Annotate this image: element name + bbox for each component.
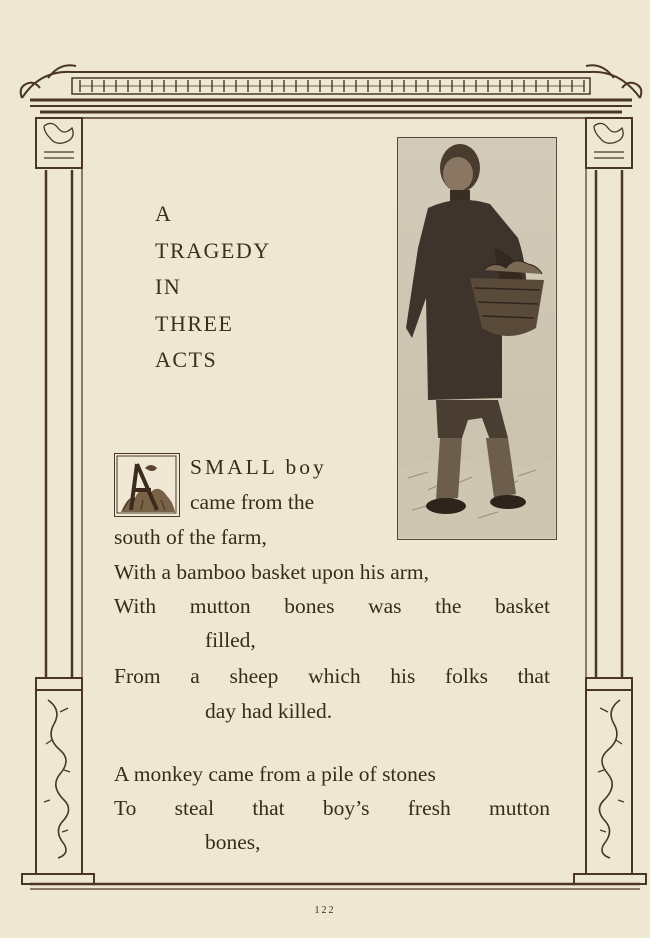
poem-word: basket <box>495 594 550 618</box>
poem-word: steal <box>174 796 215 820</box>
poem-line-7 <box>114 664 550 689</box>
title-line-5: ACTS <box>155 347 218 372</box>
roof-pattern <box>80 80 584 92</box>
poem-word: With <box>114 594 157 618</box>
poem-line-4: With a bamboo basket upon his arm, <box>114 560 430 584</box>
poem-word: that <box>517 664 550 688</box>
poem-word: which <box>308 664 361 688</box>
poem-line-8: day had killed. <box>205 699 333 723</box>
poem-line-1: SMALL boy <box>190 455 327 479</box>
drop-cap-illustration <box>115 454 178 515</box>
poem-word: sheep <box>229 664 279 688</box>
poem-line-10 <box>114 796 550 821</box>
title-line-4: THREE <box>155 310 234 336</box>
poem-word: the <box>435 594 462 618</box>
poem-line-2: came from the <box>190 490 315 514</box>
poem-word: From <box>114 664 161 688</box>
boy-photo <box>397 137 557 540</box>
poem-line-3: south of the farm, <box>114 525 267 549</box>
poem-word: was <box>368 594 402 618</box>
title-line-2: TRAGEDY <box>155 237 271 263</box>
poem-word: folks <box>445 664 489 688</box>
title-line-3: IN <box>155 274 182 299</box>
roof-end-right <box>586 65 641 98</box>
poem-word: a <box>190 664 200 688</box>
poem-word: fresh <box>407 796 451 820</box>
poem-word: bones <box>284 594 335 618</box>
poem-line-9: A monkey came from a pile of stones <box>114 762 436 786</box>
poem-word: mutton <box>489 796 550 820</box>
roof-end-left <box>21 65 76 98</box>
page-number: 122 <box>314 905 336 916</box>
poem-word: that <box>252 796 285 820</box>
poem-word: To <box>114 796 137 820</box>
poem-title <box>155 196 271 379</box>
poem-line-5 <box>114 594 550 619</box>
poem-word: his <box>390 664 416 688</box>
right-column <box>574 118 646 884</box>
poem-word: boy’s <box>322 796 370 820</box>
poem-line-11: bones, <box>205 830 261 854</box>
left-column <box>22 118 94 884</box>
drop-cap-initial <box>114 453 180 517</box>
title-line-1: A <box>155 201 173 226</box>
poem-word: mutton <box>189 594 251 618</box>
poem-line-6: filled, <box>205 628 256 652</box>
photo-illustration <box>398 138 555 538</box>
